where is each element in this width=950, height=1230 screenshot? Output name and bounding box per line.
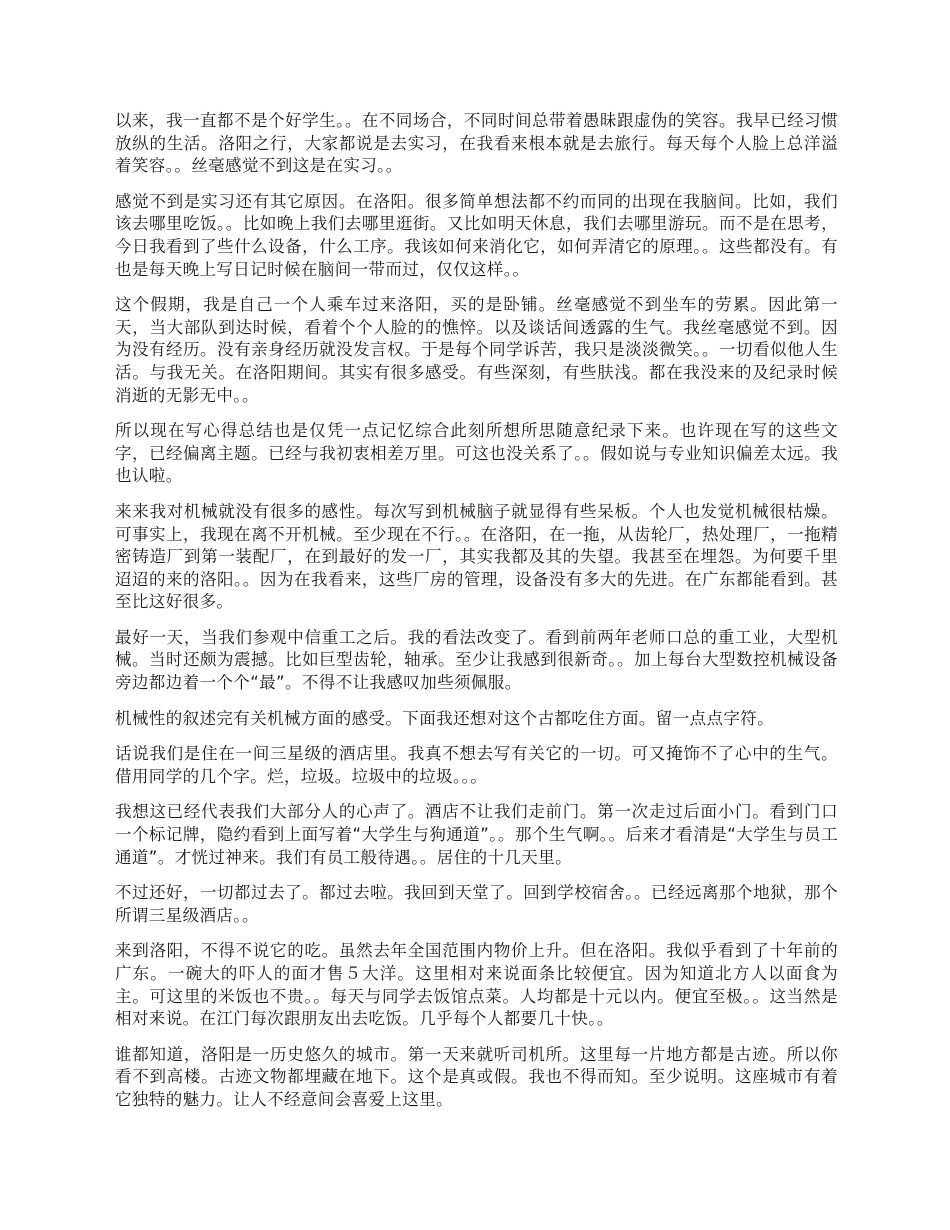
paragraph-1: 以来，我一直都不是个好学生。。在不同场合，不同时间总带着愚昧跟虚伪的笑容。我早已经习惯放纵的生活。洛阳之行，大家都说是去实习，在我看来根本就是去旅行。每天每个人脸上总洋溢着笑容。。丝毫感觉不到这是在实习。。 — [115, 111, 838, 176]
paragraph-3: 这个假期，我是自己一个人乘车过来洛阳，买的是卧铺。丝毫感觉不到坐车的劳累。因此第一天，当大部队到达时候，看着个个人脸的的憔悴。以及谈话间透露的生气。我丝毫感觉不到。因为没有经历。没有亲身经历就没发言权。于是每个同学诉苦，我只是淡淡微笑。。一切看似他人生活。与我无关。在洛阳期间。其实有很多感受。有些深刻，有些肤浅。都在我没来的及纪录时候消逝的无影无中。。 — [115, 295, 838, 405]
paragraph-8: 话说我们是住在一间三星级的酒店里。我真不想去写有关它的一切。可又掩饰不了心中的生气。借用同学的几个字。烂，垃圾。垃圾中的垃圾。。。 — [115, 744, 838, 786]
paragraph-2: 感觉不到是实习还有其它原因。在洛阳。很多简单想法都不约而同的出现在我脑间。比如，我们该去哪里吃饭。。比如晚上我们去哪里逛街。又比如明天休息，我们去哪里游玩。而不是在思考，今日我看到了些什么设备，什么工序。我该如何来消化它，如何弄清它的原理。。这些都没有。有也是每天晚上写日记时候在脑间一带而过，仅仅这样。。 — [115, 191, 838, 279]
paragraph-10: 不过还好，一切都过去了。都过去啦。我回到天堂了。回到学校宿舍。。已经远离那个地狱，那个所谓三星级酒店。。 — [115, 883, 838, 925]
paragraph-4: 所以现在写心得总结也是仅凭一点记忆综合此刻所想所思随意纪录下来。也许现在写的这些文字，已经偏离主题。已经与我初衷相差万里。可这也没关系了。。假如说与专业知识偏差太远。我也认啦。 — [115, 421, 838, 486]
paragraph-7: 机械性的叙述完有关机械方面的感受。下面我还想对这个古都吃住方面。留一点点字符。 — [115, 708, 775, 728]
paragraph-6: 最好一天，当我们参观中信重工之后。我的看法改变了。看到前两年老师口总的重工业，大型机械。当时还颇为震撼。比如巨型齿轮，轴承。至少让我感到很新奇。。加上每台大型数控机械设备旁边都边着一个个“最”。不得不让我感叹加些须佩服。 — [115, 627, 838, 693]
paragraph-9: 我想这已经代表我们大部分人的心声了。酒店不让我们走前门。第一次走过后面小门。看到门口一个标记牌，隐约看到上面写着“大学生与狗通道”。。那个生气啊。。后来才看清是“大学生与员工通道”。才恍过神来。我们有员工般待遇。。居住的十几天里。 — [115, 802, 838, 867]
paragraph-11: 来到洛阳，不得不说它的吃。虽然去年全国范围内物价上升。但在洛阳。我似乎看到了十年前的广东。一碗大的吓人的面才售５大洋。这里相对来说面条比较便宜。因为知道北方人以面食为主。可这里的米饭也不贵。。每天与同学去饭馆点菜。人均都是十元以内。便宜至极。。这当然是相对来说。在江门每次跟朋友出去吃饭。几乎每个人都要几十快。。 — [115, 941, 838, 1029]
paragraph-5: 来来我对机械就没有很多的感性。每次写到机械脑子就显得有些呆板。个人也发觉机械很枯燥。可事实上，我现在离不开机械。至少现在不行。。在洛阳，在一拖，从齿轮厂，热处理厂，一拖精密铸造厂到第一装配厂，在到最好的发一厂，其实我都及其的失望。我甚至在埋怨。为何要千里迢迢的来的洛阳。。因为在我看来，这些厂房的管理，设备没有多大的先进。在广东都能看到。甚至比这好很多。 — [115, 501, 838, 612]
paragraph-12: 谁都知道，洛阳是一历史悠久的城市。第一天来就听司机所。这里每一片地方都是古迹。所以你看不到高楼。古迹文物都埋藏在地下。这个是真或假。我也不得而知。至少说明。这座城市有着它独特的魅力。让人不经意间会喜爱上这里。 — [115, 1044, 838, 1109]
